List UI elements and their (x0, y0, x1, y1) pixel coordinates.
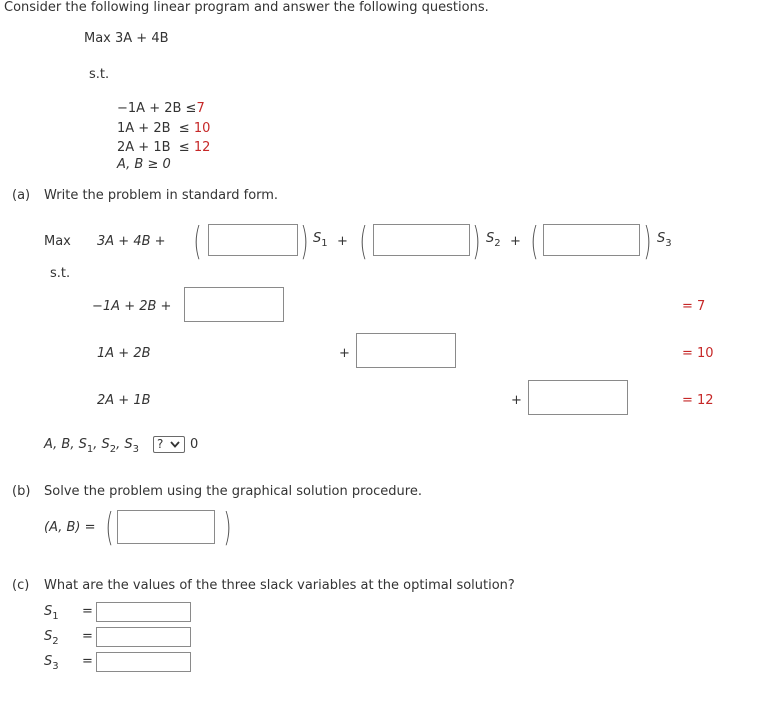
lp-objective: Max 3A + 4B (84, 31, 169, 46)
objective-s3-var: $S_3$ (657, 231, 672, 249)
std-max-label: Max (44, 234, 71, 249)
row2-rhs: = 10 (682, 346, 714, 361)
constraint-rel: ≤ (178, 140, 190, 155)
slack-s3-field[interactable] (97, 653, 190, 671)
chevron-down-icon (169, 437, 181, 452)
slack-s1-field[interactable] (97, 603, 190, 621)
constraint-rhs: 10 (193, 121, 211, 136)
part-a-label: (a) (12, 188, 31, 203)
std-st-label: s.t. (50, 266, 71, 281)
left-paren: ( (193, 219, 202, 263)
lp-constraint-2 (117, 121, 210, 137)
constraint-lhs: −1A + 2B (117, 101, 182, 116)
objective-plus-2: + (510, 234, 521, 249)
left-paren: ( (359, 219, 368, 263)
lp-st: s.t. (89, 67, 110, 82)
constraint-rhs: 7 (196, 101, 205, 116)
lp-constraint-1 (117, 101, 205, 117)
row2-plus: + (339, 346, 350, 361)
row2-lhs: 1A + 2B (97, 346, 151, 361)
row3-slack-coef-field[interactable] (529, 381, 627, 414)
row3-rhs: = 12 (682, 393, 714, 408)
nonneg-relation-select[interactable] (153, 436, 185, 453)
objective-s1-var: $S_1$ (313, 231, 328, 249)
lp-constraint-3 (117, 140, 210, 156)
row1-lhs: −1A + 2B + (92, 299, 172, 314)
objective-s1-coef-input[interactable] (208, 224, 298, 256)
lp-nonneg: A, B ≥ 0 (117, 157, 171, 172)
part-c-label: (c) (12, 578, 30, 593)
row3-lhs: 2A + 1B (97, 393, 151, 408)
optimal-ab-field[interactable] (118, 511, 214, 543)
objective-s2-coef-input[interactable] (373, 224, 470, 256)
row1-slack-coef-input[interactable] (184, 287, 284, 322)
slack-s2-input[interactable] (96, 627, 191, 647)
slack-s3-eq: = (82, 654, 93, 669)
part-b-question: Solve the problem using the graphical solution procedure. (44, 484, 422, 499)
slack-s2-field[interactable] (97, 628, 190, 646)
slack-s1-eq: = (82, 604, 93, 619)
right-paren: ) (300, 219, 309, 263)
constraint-rhs: 12 (193, 140, 211, 155)
row2-slack-coef-field[interactable] (357, 334, 455, 367)
right-paren: ) (643, 219, 652, 263)
slack-s2-label: $S_2$ (44, 629, 59, 647)
constraint-rel: ≤ (185, 101, 197, 116)
slack-s2-eq: = (82, 629, 93, 644)
constraint-lhs: 2A + 1B (117, 140, 171, 155)
objective-s3-coef-input[interactable] (543, 224, 640, 256)
part-a-question: Write the problem in standard form. (44, 188, 279, 203)
ab-label: (A, B) = (44, 520, 96, 535)
slack-s1-label: $S_1$ (44, 604, 59, 622)
constraint-rel: ≤ (178, 121, 190, 136)
optimal-ab-input[interactable] (117, 510, 215, 544)
slack-s3-label: $S_3$ (44, 654, 59, 672)
part-c-question: What are the values of the three slack variables at the optimal solution? (44, 578, 515, 593)
slack-s3-input[interactable] (96, 652, 191, 672)
left-paren: ( (105, 505, 114, 549)
right-paren: ) (472, 219, 481, 263)
row2-slack-coef-input[interactable] (356, 333, 456, 368)
std-objective-terms: 3A + 4B + (97, 234, 166, 249)
objective-s2-var: $S_2$ (486, 231, 501, 249)
objective-plus-1: + (337, 234, 348, 249)
nonneg-vars: A, B, $S_1$, $S_2$, $S_3$ (44, 437, 140, 455)
row1-rhs: = 7 (682, 299, 706, 314)
slack-s1-input[interactable] (96, 602, 191, 622)
right-paren: ) (223, 505, 232, 549)
part-b-label: (b) (12, 484, 31, 499)
row3-slack-coef-input[interactable] (528, 380, 628, 415)
constraint-lhs: 1A + 2B (117, 121, 171, 136)
objective-s2-coef-field[interactable] (374, 225, 469, 255)
objective-s3-coef-field[interactable] (544, 225, 639, 255)
nonneg-zero: 0 (190, 437, 199, 452)
row3-plus: + (511, 393, 522, 408)
row1-slack-coef-field[interactable] (185, 288, 283, 321)
left-paren: ( (530, 219, 539, 263)
intro-text: Consider the following linear program and answer the following questions. (4, 0, 489, 15)
objective-s1-coef-field[interactable] (209, 225, 297, 255)
nonneg-relation-value: ? (157, 437, 164, 451)
